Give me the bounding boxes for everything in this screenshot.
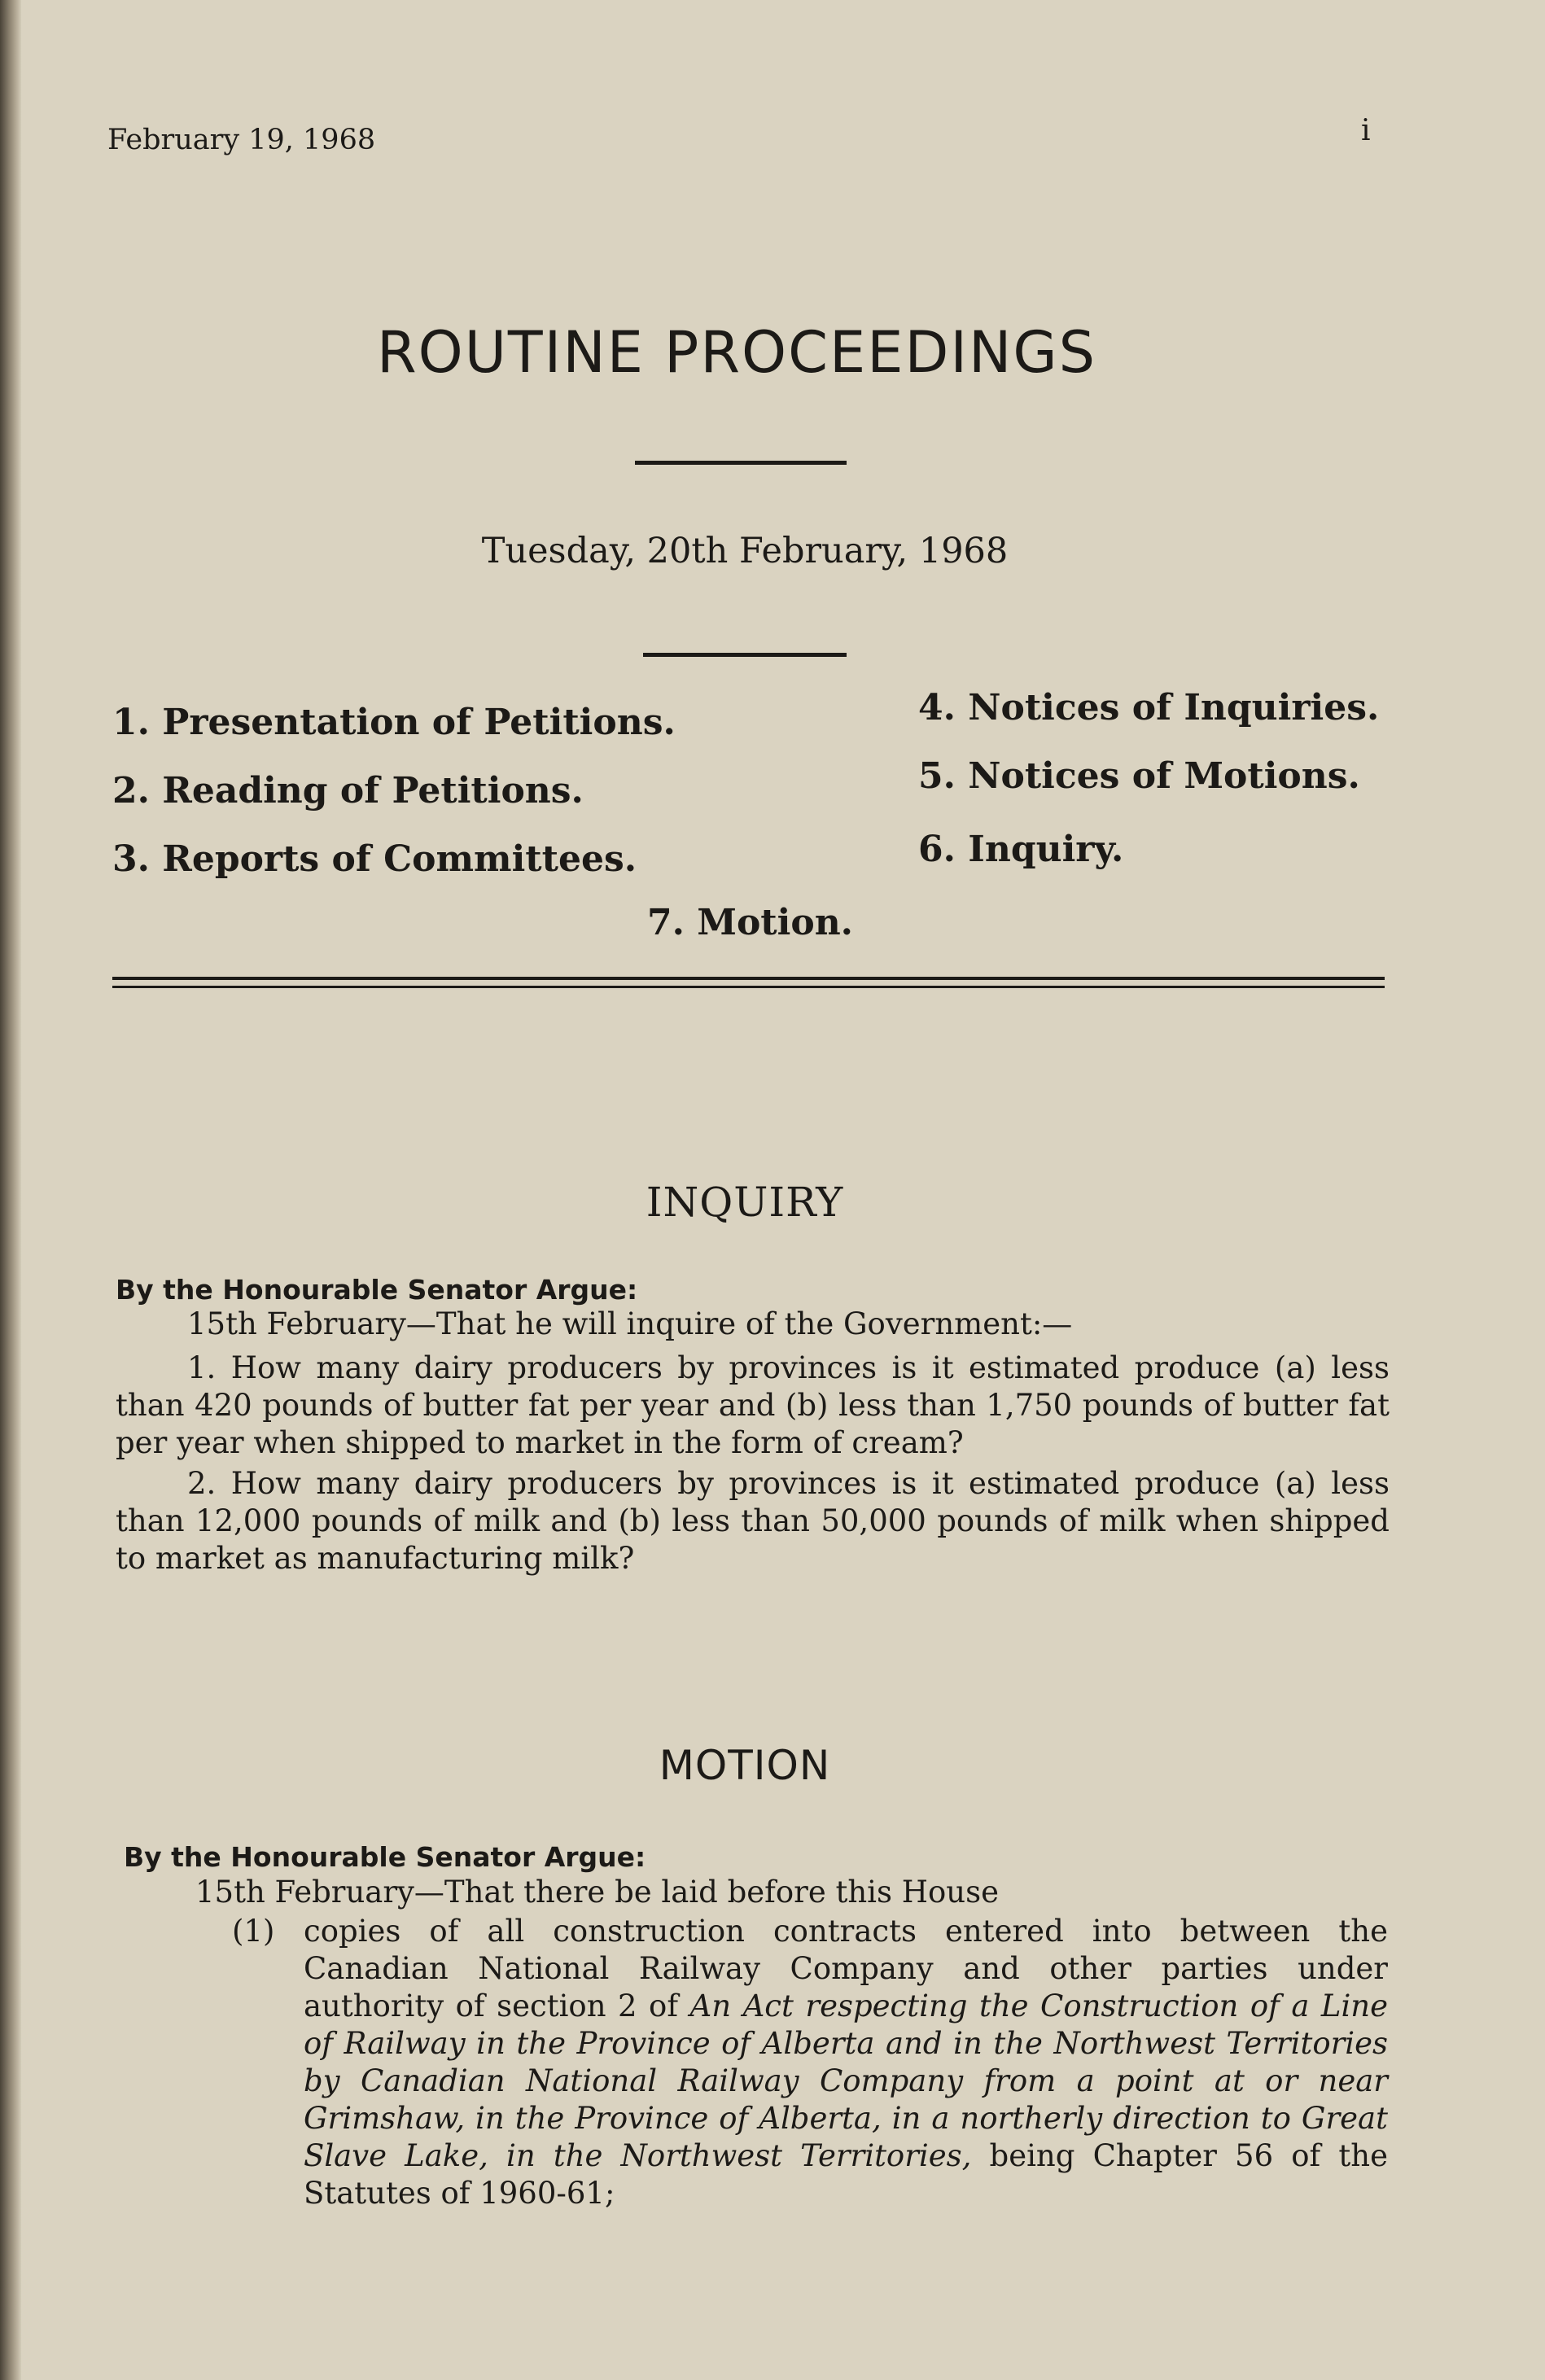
subtitle-rule — [643, 653, 847, 657]
question-number: 2. — [187, 1466, 217, 1501]
order-item: 3. Reports of Committees. — [112, 838, 637, 880]
inquiry-question — [116, 1465, 1390, 1577]
motion-item-number: (1) — [232, 1914, 275, 1949]
motion-dateline: 15th February—That there be laid before this House — [195, 1875, 1000, 1910]
page-number: i — [1361, 114, 1371, 147]
motion-heading: MOTION — [659, 1742, 831, 1789]
question-text: How many dairy producers by provinces is it estimated produce (a) less than 420 pounds of butter fat per year and (b) less than 1,750 pounds of butter fat per year when shipped to market in the form of cream? — [116, 1350, 1390, 1460]
question-number: 1. — [187, 1350, 217, 1385]
inquiry-heading: INQUIRY — [646, 1179, 844, 1226]
order-item: 4. Notices of Inquiries. — [918, 687, 1380, 728]
motion-item-text-part1: copies of all construction contracts entered into between the Canadian National Railway Company and other parties under authority of section 2 of — [304, 1914, 1388, 2023]
double-rule-divider — [112, 977, 1385, 988]
header-date: February 19, 1968 — [107, 124, 376, 156]
order-item: 7. Motion. — [647, 902, 853, 943]
order-item: 1. Presentation of Petitions. — [112, 702, 676, 743]
inquiry-byline: By the Honourable Senator Argue: — [116, 1274, 638, 1306]
inquiry-question — [116, 1350, 1390, 1462]
motion-item-text — [304, 1913, 1388, 2212]
inquiry-dateline: 15th February—That he will inquire of the Government:— — [187, 1306, 1073, 1341]
order-item: 5. Notices of Motions. — [918, 755, 1360, 797]
motion-item-text-part2: being Chapter 56 of the Statutes of 1960-61; — [304, 2138, 1388, 2211]
motion-byline: By the Honourable Senator Argue: — [124, 1841, 646, 1873]
order-item: 6. Inquiry. — [918, 829, 1124, 870]
session-date: Tuesday, 20th February, 1968 — [481, 531, 1009, 571]
act-title: An Act respecting the Construction of a Line of Railway in the Province of Alberta and in the Northwest Territories by Canadian National Railway Company from a point at or near Grimshaw, in the Province of Alberta, in a northerly direction to Great Slave Lake, in the Northwest Territories, — [304, 1988, 1388, 2173]
question-text: How many dairy producers by provinces is it estimated produce (a) less than 12,000 pounds of milk and (b) less than 50,000 pounds of milk when shipped to market as manufacturing milk? — [116, 1466, 1390, 1576]
page-title: ROUTINE PROCEEDINGS — [376, 319, 1097, 386]
order-item: 2. Reading of Petitions. — [112, 770, 584, 812]
title-rule — [635, 461, 847, 465]
motion-item — [232, 1913, 1388, 2212]
